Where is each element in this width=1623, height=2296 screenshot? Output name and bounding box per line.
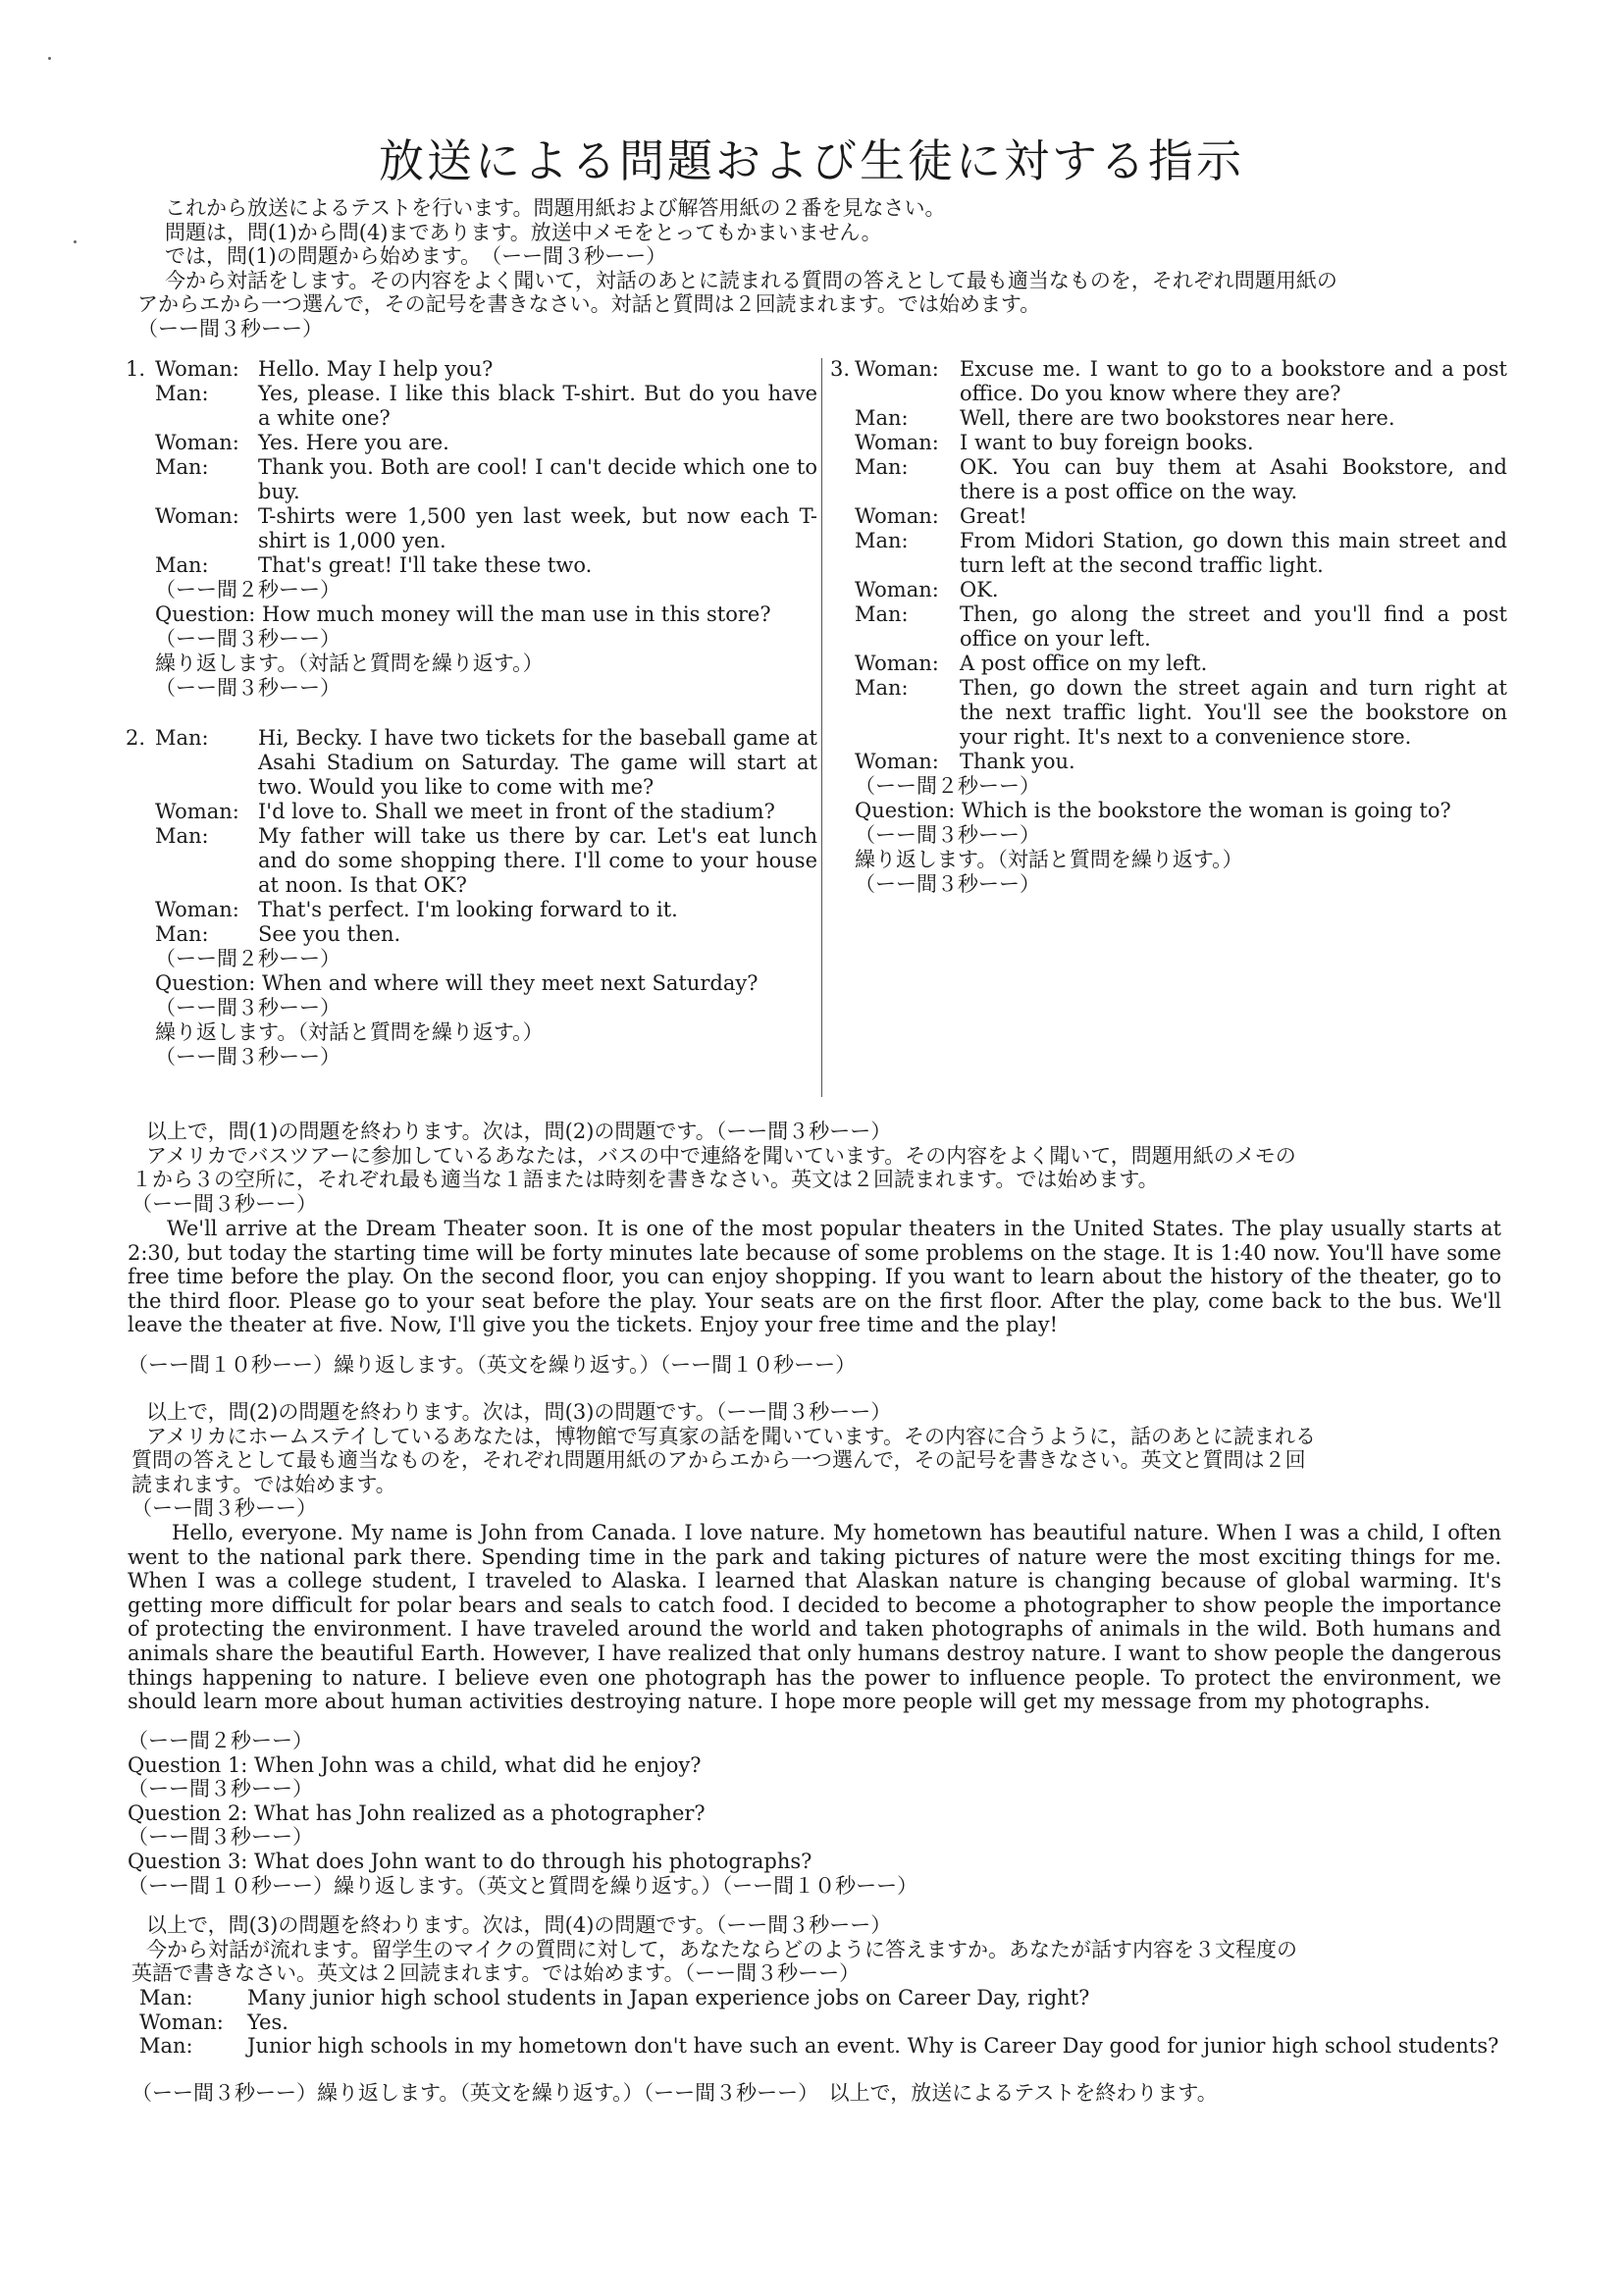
turn-text: Excuse me. I want to go to a bookstore and a post office. Do you know where they are?: [960, 357, 1507, 405]
dialog-number: 3.: [830, 357, 851, 381]
speaker-label: Man:: [855, 676, 909, 700]
repeat-note: 繰り返します。（対話と質問を繰り返す。）: [155, 652, 544, 675]
turn-text: That's perfect. I'm looking forward to it.: [258, 898, 678, 921]
dialog-turn: [855, 455, 1507, 504]
speaker-label: Man:: [155, 553, 209, 577]
instruction-line: 質問の答えとして最も適当なものを，それぞれ問題用紙のアからエから一つ選んで，その記号を書きなさい。英文と質問は２回: [131, 1448, 1306, 1473]
dialog-turn: [155, 898, 817, 922]
dialog-turn: [155, 553, 817, 578]
q3-instructions: [131, 1400, 1505, 1521]
speaker-label: Woman:: [855, 431, 939, 454]
q4-dialog: [139, 1986, 1503, 2059]
question-text: Question 1: When John was a child, what did he enjoy?: [128, 1752, 702, 1777]
dialog-turn: [155, 922, 817, 947]
instruction-line: １から３の空所に，それぞれ最も適当な１語または時刻を書きなさい。英文は２回読まれます。では始めます。: [131, 1168, 1159, 1192]
dialog-turn: [155, 357, 817, 382]
speaker-label: Woman:: [855, 652, 939, 675]
speaker-label: Man:: [139, 2034, 193, 2059]
speaker-label: Woman:: [155, 357, 239, 381]
question-text: Question 3: What does John want to do through his photographs?: [128, 1849, 812, 1873]
dialog-turn: [855, 406, 1507, 431]
question-text: Question: Which is the bookstore the woman is going to?: [855, 799, 1451, 822]
speaker-label: Man:: [155, 382, 209, 405]
turn-text: See you then.: [258, 922, 401, 946]
instruction-line: アメリカにホームステイしているあなたは，博物館で写真家の話を聞いています。その内容に合うように，話のあとに読まれる: [146, 1424, 1316, 1448]
pause-note: （ーー間２秒ーー）: [155, 947, 340, 970]
q4-end-note: [131, 2081, 1525, 2106]
pause-note: （ーー間３秒ーー）: [855, 872, 1040, 896]
instruction-line: アメリカでバスツアーに参加しているあなたは，バスの中で連絡を聞いています。その内容をよく聞いて，問題用紙のメモの: [146, 1143, 1296, 1168]
instruction-line: （ーー間３秒ーー）: [131, 1191, 317, 1216]
dialog-turn: [139, 2010, 1503, 2035]
pause-note: （ーー間３秒ーー）: [128, 1777, 313, 1801]
scan-speck: [48, 57, 51, 60]
instruction-line: 以上で，問(1)の問題を終わります。次は，問(2)の問題です。（ーー間３秒ーー）: [146, 1120, 892, 1143]
speaker-label: Man:: [855, 529, 909, 552]
turn-text: Yes. Here you are.: [258, 431, 449, 454]
dialog-turn: [139, 1986, 1503, 2010]
turn-text: That's great! I'll take these two.: [258, 553, 593, 577]
turn-text: Then, go down the street again and turn right at the next traffic light. You'll see the bookstore on your right. It's next to a convenience store.: [960, 676, 1507, 749]
dialog-number: 2.: [126, 726, 146, 750]
intro-instructions: [137, 196, 1511, 341]
dialog-3: [830, 357, 1507, 897]
scan-speck: [74, 240, 77, 243]
pause-note: （ーー間３秒ーー）: [128, 1825, 313, 1850]
turn-text: Thank you.: [960, 750, 1075, 773]
dialog-turn: [155, 455, 817, 504]
pause-note: （ーー間３秒ーー）: [855, 823, 1040, 847]
instruction-line: 以上で，問(2)の問題を終わります。次は，問(3)の問題です。（ーー間３秒ーー）: [146, 1400, 892, 1424]
turn-text: Hi, Becky. I have two tickets for the baseball game at Asahi Stadium on Saturday. The game will start at two. Would you like to come with me?: [258, 726, 817, 799]
dialog-turn: [855, 750, 1507, 774]
speaker-label: Woman:: [855, 750, 939, 773]
pause-note: （ーー間２秒ーー）: [155, 578, 340, 601]
speaker-label: Woman:: [155, 504, 239, 528]
speaker-label: Man:: [155, 726, 209, 750]
speaker-label: Woman:: [855, 504, 939, 528]
pause-note: （ーー間２秒ーー）: [855, 774, 1040, 798]
question-text: Question: When and where will they meet next Saturday?: [155, 971, 759, 995]
question-text: Question: How much money will the man use in this store?: [155, 602, 771, 626]
closing-note: （ーー間３秒ーー）繰り返します。（英文を繰り返す。）（ーー間３秒ーー） 以上で，放送によるテストを終わります。: [131, 2081, 1218, 2105]
turn-text: Yes, please. I like this black T-shirt. But do you have a white one?: [258, 382, 817, 430]
dialog-turn: [855, 602, 1507, 652]
speaker-label: Woman:: [139, 2009, 224, 2034]
speaker-label: Woman:: [155, 800, 239, 823]
speaker-label: Woman:: [155, 898, 239, 921]
q2-end-note: [128, 1353, 1501, 1378]
turn-text: Then, go along the street and you'll find a post office on your left.: [960, 602, 1507, 651]
intro-line: これから放送によるテストを行います。問題用紙および解答用紙の２番を見なさい。: [165, 196, 946, 220]
dialog-turn: [155, 431, 817, 455]
turn-text: Many junior high school students in Japan experience jobs on Career Day, right?: [247, 1986, 1090, 2009]
q2-passage: We'll arrive at the Dream Theater soon. It is one of the most popular theaters in the United States. The play usually starts at 2:30, but today the starting time will be forty minutes late because of some problems on the stage. It is 1:40 now. You'll have some free time before the play. On the second floor, you can enjoy shopping. If you want to learn about the history of the theater, go to the third floor. Please go to your seat before the play. Your seats are on the first floor. After the play, come back to the bus. We'll leave the theater at five. Now, I'll give you the tickets. Enjoy your free time and the play!: [128, 1217, 1501, 1337]
dialog-turn: [855, 676, 1507, 750]
speaker-label: Man:: [855, 406, 909, 430]
pause-note: （ーー間２秒ーー）: [128, 1729, 313, 1752]
page-title: 放送による問題および生徒に対する指示: [379, 134, 1244, 187]
instruction-line: 読まれます。では始めます。: [131, 1472, 396, 1496]
dialog-turn: [155, 726, 817, 800]
turn-text: Thank you. Both are cool! I can't decide which one to buy.: [258, 455, 817, 503]
dialog-turn: [855, 578, 1507, 602]
dialog-turn: [855, 431, 1507, 455]
dialog-turn: [855, 529, 1507, 578]
intro-line: （ーー間３秒ーー）: [137, 316, 323, 340]
turn-text: My father will take us there by car. Let's eat lunch and do some shopping there. I'll come to your house at noon. Is that OK?: [258, 824, 817, 897]
dialog-turn: [155, 382, 817, 431]
dialog-turn: [155, 824, 817, 898]
pause-note: （ーー間３秒ーー）: [155, 996, 340, 1019]
instruction-line: 今から対話が流れます。留学生のマイクの質問に対して，あなたならどのように答えますか。あなたが話す内容を３文程度の: [146, 1937, 1298, 1961]
q2-instructions: [131, 1120, 1505, 1216]
speaker-label: Woman:: [855, 578, 939, 601]
speaker-label: Man:: [155, 455, 209, 479]
question-text: Question 2: What has John realized as a photographer?: [128, 1800, 706, 1825]
pause-note: （ーー間３秒ーー）: [155, 676, 340, 700]
turn-text: I'd love to. Shall we meet in front of the stadium?: [258, 800, 775, 823]
turn-text: I want to buy foreign books.: [960, 431, 1254, 454]
dialog-turn: [855, 652, 1507, 676]
intro-line: 今から対話をします。その内容をよく聞いて，対話のあとに読まれる質問の答えとして最も適当なものを，それぞれ問題用紙の: [165, 268, 1337, 292]
intro-line: 問題は，問(1)から問(4)まであります。放送中メモをとってもかまいません。: [165, 220, 882, 244]
repeat-note: （ーー間１０秒ーー）繰り返します。（英文と質問を繰り返す。）（ーー間１０秒ーー）: [128, 1873, 918, 1898]
intro-line: では，問(1)の問題から始めます。 （ーー間３秒ーー）: [165, 244, 667, 269]
intro-line: アからエから一つ選んで，その記号を書きなさい。対話と質問は２回読まれます。では始めます。: [137, 292, 1041, 317]
pause-note: （ーー間３秒ーー）: [155, 627, 340, 651]
dialog-turn: [139, 2034, 1503, 2059]
repeat-note: （ーー間１０秒ーー）繰り返します。（英文を繰り返す。）（ーー間１０秒ーー）: [128, 1353, 857, 1377]
repeat-note: 繰り返します。（対話と質問を繰り返す。）: [155, 1020, 544, 1044]
column-divider: [821, 358, 822, 1097]
turn-text: Well, there are two bookstores near here.: [960, 406, 1395, 430]
turn-text: T-shirts were 1,500 yen last week, but now each T-shirt is 1,000 yen.: [258, 504, 817, 552]
turn-text: Junior high schools in my hometown don't have such an event. Why is Career Day good for junior high school students?: [247, 2034, 1499, 2059]
speaker-label: Man:: [855, 602, 909, 626]
speaker-label: Woman:: [155, 431, 239, 454]
turn-text: OK.: [960, 578, 999, 601]
dialog-turn: [155, 504, 817, 553]
turn-text: Great!: [960, 504, 1027, 528]
turn-text: A post office on my left.: [960, 652, 1208, 675]
instruction-line: 以上で，問(3)の問題を終わります。次は，問(4)の問題です。（ーー間３秒ーー）: [146, 1913, 892, 1937]
turn-text: Yes.: [247, 2009, 288, 2034]
dialog-turn: [855, 357, 1507, 406]
q3-questions: [128, 1729, 1501, 1898]
q4-instructions: [131, 1913, 1505, 1986]
instruction-line: 英語で書きなさい。英文は２回読まれます。では始めます。（ーー間３秒ーー）: [131, 1961, 861, 1986]
dialog-turn: [855, 504, 1507, 529]
q3-passage: Hello, everyone. My name is John from Canada. I love nature. My hometown has beautiful nature. When I was a child, I often went to the national park there. Spending time in the park and taking pictures of nature were the most exciting things for me. When I was a college student, I traveled to Alaska. I learned that Alaskan nature is changing because of global warming. It's getting more difficult for polar bears and seals to catch food. I decided to become a photographer to show people the importance of protecting the environment. I have traveled around the world and taken photographs of animals in the wild. Both humans and animals share the beautiful Earth. However, I have realized that only humans destroy nature. I want to show people the dangerous things happening to nature. I believe even one photograph has the power to influence people. To protect the environment, we should learn more about human activities destroying nature. I hope more people will get my message from my photographs.: [128, 1521, 1501, 1714]
turn-text: OK. You can buy them at Asahi Bookstore, and there is a post office on the way.: [960, 455, 1507, 503]
dialog-1: [126, 357, 817, 701]
dialog-turn: [155, 800, 817, 824]
turn-text: From Midori Station, go down this main street and turn left at the second traffic light.: [960, 529, 1507, 577]
pause-note: （ーー間３秒ーー）: [155, 1045, 340, 1069]
dialog-number: 1.: [126, 357, 146, 381]
turn-text: Hello. May I help you?: [258, 357, 494, 381]
speaker-label: Man:: [855, 455, 909, 479]
instruction-line: （ーー間３秒ーー）: [131, 1496, 317, 1521]
speaker-label: Man:: [139, 1986, 193, 2009]
dialog-2: [126, 726, 817, 1070]
speaker-label: Woman:: [855, 357, 939, 381]
repeat-note: 繰り返します。（対話と質問を繰り返す。）: [855, 848, 1243, 871]
speaker-label: Man:: [155, 922, 209, 946]
speaker-label: Man:: [155, 824, 209, 848]
